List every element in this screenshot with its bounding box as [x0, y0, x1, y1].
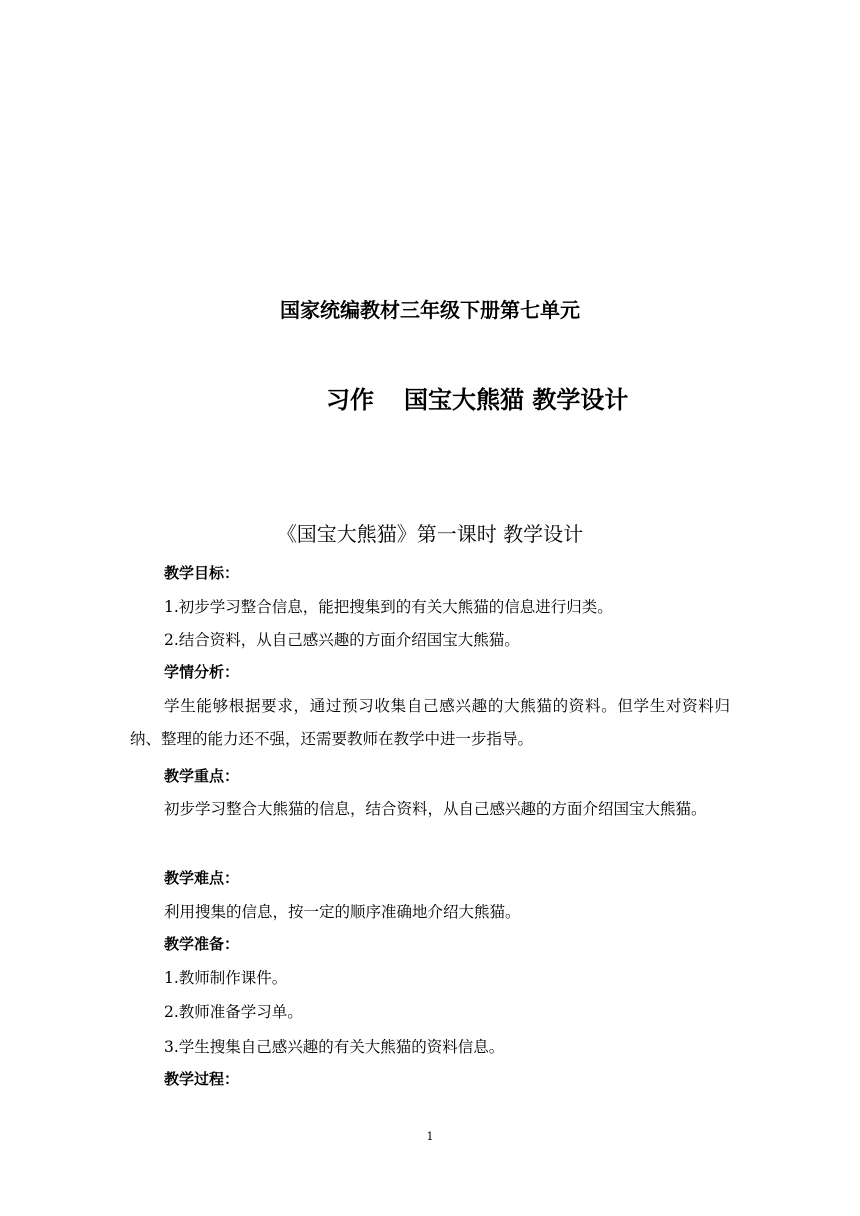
- key-points-paragraph: 初步学习整合大熊猫的信息，结合资料，从自己感兴趣的方面介绍国宝大熊猫。: [164, 800, 707, 818]
- preparation-item: 2.教师准备学习单。: [164, 1003, 303, 1021]
- goal-item: 1.初步学习整合信息，能把搜集到的有关大熊猫的信息进行归类。: [164, 598, 613, 616]
- difficulties-text: 利用搜集的信息，按一定的顺序准确地介绍大熊猫。: [164, 903, 521, 921]
- section-heading-goals: 教学目标：: [164, 564, 240, 582]
- section-heading-key-points: 教学重点：: [164, 767, 240, 785]
- section-heading-difficulties: 教学难点：: [164, 869, 240, 887]
- section-heading-process: 教学过程：: [164, 1070, 240, 1088]
- preparation-item: 3.学生搜集自己感兴趣的有关大熊猫的资料信息。: [164, 1038, 505, 1056]
- analysis-paragraph: 学生能够根据要求，通过预习收集自己感兴趣的大熊猫的资料。但学生对资料归纳、整理的能力还不强，还需要教师在教学中进一步指导。: [130, 697, 730, 748]
- lesson-title: 《国宝大熊猫》第一课时 教学设计: [276, 522, 584, 546]
- sub-title-genre: 习作: [326, 386, 374, 414]
- document-main-title: 国家统编教材三年级下册第七单元: [280, 298, 580, 322]
- preparation-item: 1.教师制作课件。: [164, 969, 288, 987]
- document-sub-title: [326, 380, 628, 415]
- section-heading-preparation: 教学准备：: [164, 935, 240, 953]
- goal-item: 2.结合资料，从自己感兴趣的方面介绍国宝大熊猫。: [164, 631, 520, 649]
- sub-title-topic: 国宝大熊猫 教学设计: [404, 386, 629, 414]
- page-number: 1: [426, 1130, 434, 1143]
- section-heading-analysis: 学情分析：: [164, 663, 240, 681]
